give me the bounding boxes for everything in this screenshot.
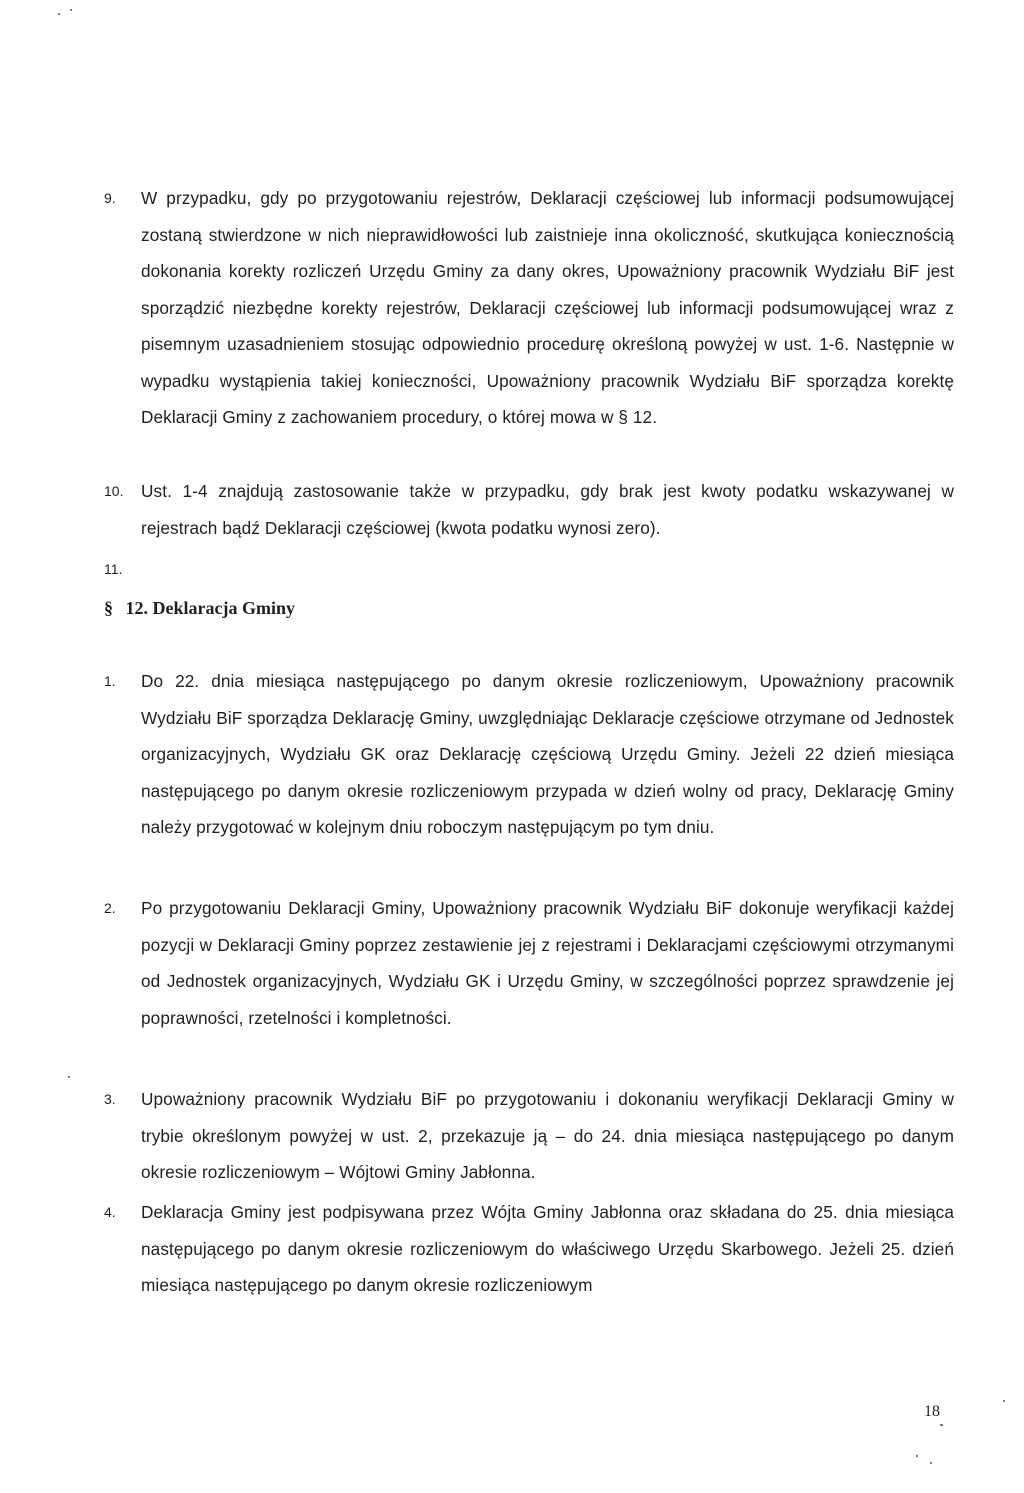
paragraph-text: W przypadku, gdy po przygotowaniu rejestrów, Deklaracji częściowej lub informacji podsumowującej zostaną stwierdzone w nich nieprawidłowości lub zaistnieje inna okoliczność, skutkująca koniecznością dokonania korekty rozliczeń Urzędu Gminy za dany okres, Upoważniony pracownik Wydziału BiF jest sporządzić niezbędne korekty rejestrów, Deklaracji częściowej lub informacji podsumowującej wraz z pisemnym uzasadnieniem stosując odpowiednio procedurę określoną powyżej w ust. 1-6. Następnie w wypadku wystąpienia takiej konieczności, Upoważniony pracownik Wydziału BiF sporządza korektę Deklaracji Gminy z zachowaniem procedury, o której mowa w § 12. <box>141 188 954 427</box>
paragraph-10 <box>104 473 954 546</box>
paragraph-number: 1. <box>104 673 116 689</box>
scan-speck <box>916 1455 918 1457</box>
paragraph-number: 2. <box>104 900 116 916</box>
paragraph-text: Upoważniony pracownik Wydziału BiF po przygotowaniu i dokonaniu weryfikacji Deklaracji Gminy w trybie określonym powyżej w ust. 2, przekazuje ją – do 24. dnia miesiąca następującego po danym okresie rozliczeniowym – Wójtowi Gminy Jabłonna. <box>141 1089 954 1182</box>
paragraph-text: Po przygotowaniu Deklaracji Gminy, Upoważniony pracownik Wydziału BiF dokonuje weryfikacji każdej pozycji w Deklaracji Gminy poprzez zestawienie jej z rejestrami i Deklaracjami częściowymi otrzymanymi od Jednostek organizacyjnych, Wydziału GK i Urzędu Gminy, w szczególności poprzez sprawdzenie jej poprawności, rzetelności i kompletności. <box>141 898 954 1028</box>
paragraph-text: Ust. 1-4 znajdują zastosowanie także w przypadku, gdy brak jest kwoty podatku wskazywanej w rejestrach bądź Deklaracji częściowej (kwota podatku wynosi zero). <box>141 481 954 538</box>
paragraph-number: 3. <box>104 1091 116 1107</box>
scan-speck <box>930 1462 932 1464</box>
section-symbol: § <box>104 598 113 618</box>
paragraph-text: Do 22. dnia miesiąca następującego po danym okresie rozliczeniowym, Upoważniony pracownik Wydziału BiF sporządza Deklarację Gminy, uwzględniając Deklaracje częściowe otrzymane od Jednostek organizacyjnych, Wydziału GK oraz Deklarację częściową Urzędu Gminy. Jeżeli 22 dzień miesiąca następującego po danym okresie rozliczeniowym przypada w dzień wolny od pracy, Deklarację Gminy należy przygotować w kolejnym dniu roboczym następującym po tym dniu. <box>141 671 954 837</box>
paragraph-number: 11. <box>104 561 123 577</box>
paragraph-number: 9. <box>104 190 116 206</box>
paragraph-12-4 <box>104 1194 954 1304</box>
scan-speck <box>1003 1400 1005 1402</box>
scan-speck <box>68 1076 70 1078</box>
paragraph-12-3 <box>104 1081 954 1191</box>
section-heading-text: 12. Deklaracja Gminy <box>125 598 295 618</box>
paragraph-9 <box>104 180 954 436</box>
section-heading <box>104 594 295 622</box>
paragraph-12-2 <box>104 890 954 1036</box>
paragraph-number: 4. <box>104 1204 116 1220</box>
scan-speck <box>940 1424 943 1426</box>
paragraph-text: Deklaracja Gminy jest podpisywana przez Wójta Gminy Jabłonna oraz składana do 25. dnia miesiąca następującego po danym okresie rozliczeniowym do właściwego Urzędu Skarbowego. Jeżeli 25. dzień miesiąca następującego po danym okresie rozliczeniowym <box>141 1202 954 1295</box>
scan-speck <box>58 13 60 15</box>
paragraph-12-1 <box>104 663 954 846</box>
paragraph-number: 10. <box>104 483 124 499</box>
page-number: 18 <box>924 1403 940 1420</box>
scan-speck <box>70 9 72 11</box>
